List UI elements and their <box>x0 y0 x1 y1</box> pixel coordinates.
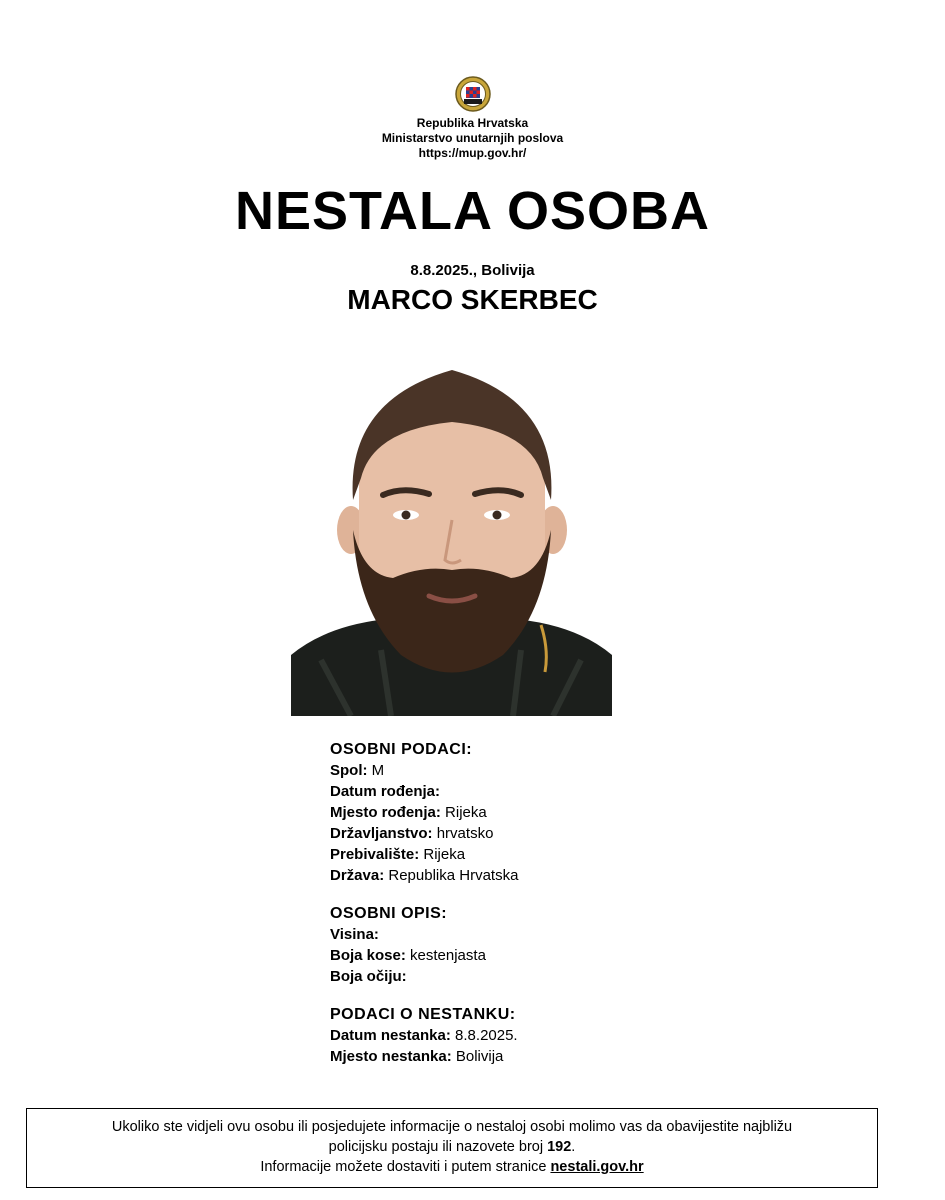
contact-notice-box <box>26 1108 878 1188</box>
description-heading: OSOBNI OPIS: <box>330 905 448 922</box>
row-label: Datum rođenja: <box>330 783 441 800</box>
emergency-number: 192 <box>547 1139 572 1155</box>
row-label: Visina: <box>330 926 379 943</box>
notice-line-2-end: . <box>571 1139 576 1155</box>
personal-row-country <box>330 865 750 886</box>
row-label: Državljanstvo: <box>330 825 433 842</box>
disappearance-row-date <box>330 1025 750 1046</box>
row-value: Republika Hrvatska <box>388 867 519 884</box>
date-location-subtitle: 8.8.2025., Bolivija <box>410 262 535 279</box>
personal-row-sex <box>330 760 750 781</box>
missing-person-name: MARCO SKERBEC <box>347 284 598 315</box>
notice-line-2 <box>27 1137 877 1157</box>
row-label: Mjesto rođenja: <box>330 804 441 821</box>
row-value: 8.8.2025. <box>455 1027 518 1044</box>
row-value: Rijeka <box>423 846 466 863</box>
personal-row-residence <box>330 844 750 865</box>
person-portrait-icon <box>291 360 612 716</box>
details-panel <box>330 740 750 1067</box>
personal-row-birthplace <box>330 802 750 823</box>
personal-data-heading: OSOBNI PODACI: <box>330 741 473 758</box>
notice-line-1: Ukoliko ste vidjeli ovu osobu ili posjedujete informacije o nestaloj osobi molimo vas da obavijestite najbližu <box>111 1119 793 1135</box>
missing-persons-website-link[interactable]: nestali.gov.hr <box>550 1159 644 1175</box>
row-value: Rijeka <box>445 804 487 821</box>
description-row-height <box>330 924 750 945</box>
row-label: Država: <box>330 867 385 884</box>
row-label: Prebivalište: <box>330 846 420 863</box>
ministry-url: https://mup.gov.hr/ <box>418 146 527 160</box>
row-label: Spol: <box>330 762 368 779</box>
country-name: Republika Hrvatska <box>416 116 529 130</box>
ministry-name: Ministarstvo unutarnjih poslova <box>381 131 564 145</box>
notice-line-3 <box>27 1157 877 1177</box>
mup-crest-icon <box>454 76 492 112</box>
poster-header <box>0 76 945 161</box>
disappearance-heading: PODACI O NESTANKU: <box>330 1006 516 1023</box>
row-label: Mjesto nestanka: <box>330 1048 452 1065</box>
poster-title: NESTALA OSOBA <box>234 181 710 241</box>
row-label: Boja kose: <box>330 947 406 964</box>
personal-row-citizenship <box>330 823 750 844</box>
description-row-eyes <box>330 966 750 987</box>
notice-line-2-text: policijsku postaju ili nazovete broj <box>328 1139 548 1155</box>
row-value: hrvatsko <box>436 825 494 842</box>
row-value: M <box>371 762 385 779</box>
row-label: Boja očiju: <box>330 968 407 985</box>
row-label: Datum nestanka: <box>330 1027 451 1044</box>
disappearance-row-place <box>330 1046 750 1067</box>
personal-row-birthdate <box>330 781 750 802</box>
notice-line-3-text: Informacije možete dostaviti i putem stranice <box>260 1159 551 1175</box>
row-value: kestenjasta <box>410 947 486 964</box>
row-value: Bolivija <box>455 1048 504 1065</box>
description-row-hair <box>330 945 750 966</box>
